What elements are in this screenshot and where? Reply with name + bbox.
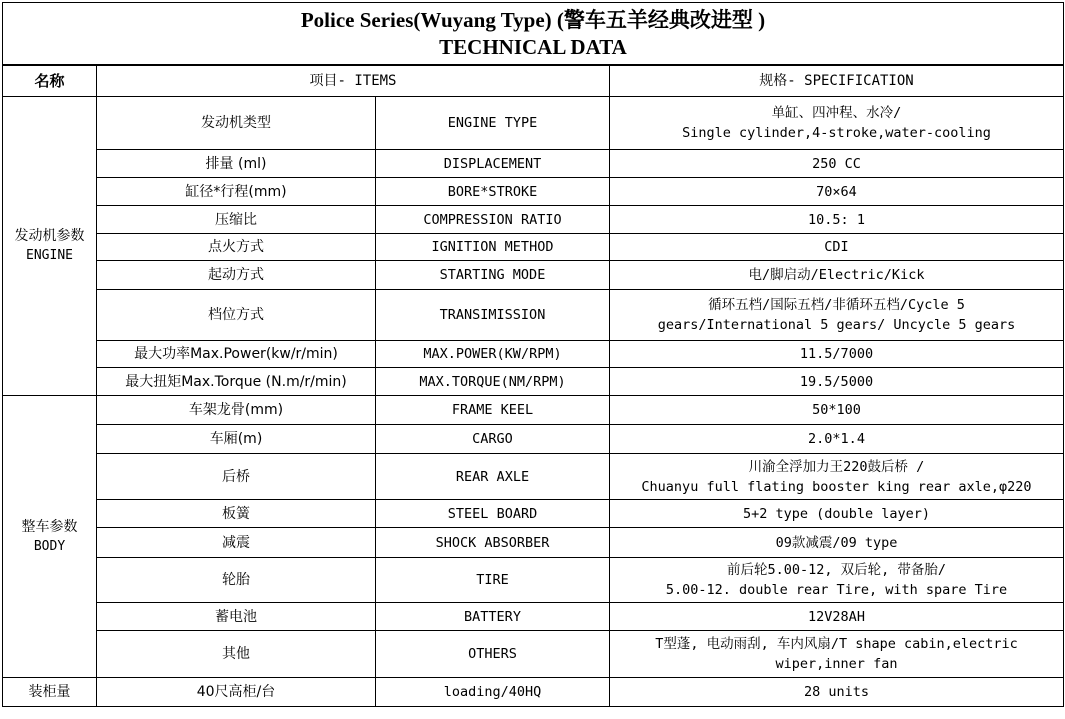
technical-data-sheet: [2, 2, 1063, 716]
item-cn: 后桥: [97, 454, 376, 500]
spec-value: 250 CC: [610, 150, 1064, 178]
table-row: [3, 425, 1064, 454]
item-en: CARGO: [376, 425, 610, 454]
item-en: COMPRESSION RATIO: [376, 206, 610, 234]
item-cn: 压缩比: [97, 206, 376, 234]
item-en: DISPLACEMENT: [376, 150, 610, 178]
item-cn: 最大功率Max.Power(kw/r/min): [97, 341, 376, 368]
table-row: [3, 558, 1064, 603]
table-row: [3, 454, 1064, 500]
table-row: [3, 234, 1064, 261]
spec-line-2: Chuanyu full flating booster king rear axle,φ220: [641, 478, 1032, 495]
item-en: BATTERY: [376, 603, 610, 631]
spec-value: [610, 558, 1064, 603]
title-row: [3, 3, 1064, 65]
header-row: [3, 65, 1064, 97]
item-en: ENGINE TYPE: [376, 97, 610, 150]
item-cn: 板簧: [97, 500, 376, 528]
group-body: [3, 396, 97, 678]
item-en: TRANSIMISSION: [376, 290, 610, 341]
title-line-1: Police Series(Wuyang Type) (警车五羊经典改进型 ): [300, 8, 766, 33]
spec-value: 09款减震/09 type: [610, 528, 1064, 558]
spec-line-2: 5.00-12. double rear Tire, with spare Tire: [665, 582, 1008, 598]
header-spec: 规格- SPECIFICATION: [610, 65, 1064, 97]
spec-line-1: 循环五档/国际五档/非循环五档/Cycle 5: [708, 297, 965, 313]
table-row: [3, 396, 1064, 425]
group-body-en: BODY: [33, 538, 66, 554]
spec-value: 2.0*1.4: [610, 425, 1064, 454]
table-row: [3, 528, 1064, 558]
table-row: [3, 341, 1064, 368]
item-en: BORE*STROKE: [376, 178, 610, 206]
item-cn: 车厢(m): [97, 425, 376, 454]
spec-line-1: 前后轮5.00-12, 双后轮, 带备胎/: [726, 562, 947, 578]
item-cn: 减震: [97, 528, 376, 558]
item-cn: 发动机类型: [97, 97, 376, 150]
item-en: IGNITION METHOD: [376, 234, 610, 261]
item-cn: 轮胎: [97, 558, 376, 603]
item-cn: 蓄电池: [97, 603, 376, 631]
table-row: [3, 631, 1064, 678]
spec-value: 5+2 type (double layer): [610, 500, 1064, 528]
spec-value: 19.5/5000: [610, 368, 1064, 396]
spec-value: 10.5: 1: [610, 206, 1064, 234]
table-row: [3, 97, 1064, 150]
spec-value: 12V28AH: [610, 603, 1064, 631]
item-cn: 车架龙骨(mm): [97, 396, 376, 425]
group-container: 装柜量: [3, 678, 97, 707]
table-row: [3, 678, 1064, 707]
spec-line-1: T型蓬, 电动雨刮, 车内风扇/T shape cabin,electric: [655, 636, 1018, 652]
spec-value: 11.5/7000: [610, 341, 1064, 368]
technical-data-table: [2, 2, 1064, 707]
spec-value: [610, 631, 1064, 678]
item-cn: 档位方式: [97, 290, 376, 341]
table-row: [3, 150, 1064, 178]
item-en: MAX.POWER(KW/RPM): [376, 341, 610, 368]
spec-value: 28 units: [610, 678, 1064, 707]
spec-value: [610, 454, 1064, 500]
spec-value: 70×64: [610, 178, 1064, 206]
table-row: [3, 290, 1064, 341]
header-name: 名称: [3, 65, 97, 97]
item-en: REAR AXLE: [376, 454, 610, 500]
item-en: STEEL BOARD: [376, 500, 610, 528]
spec-value: [610, 97, 1064, 150]
item-en: MAX.TORQUE(NM/RPM): [376, 368, 610, 396]
group-body-cn: 整车参数: [21, 518, 78, 535]
spec-value: CDI: [610, 234, 1064, 261]
spec-line-1: 单缸、四冲程、水冷/: [771, 105, 902, 121]
header-items: 项目- ITEMS: [97, 65, 610, 97]
item-en: SHOCK ABSORBER: [376, 528, 610, 558]
spec-line-2: Single cylinder,4-stroke,water-cooling: [682, 125, 991, 141]
item-cn: 起动方式: [97, 261, 376, 290]
item-en: STARTING MODE: [376, 261, 610, 290]
item-cn: 40尺高柜/台: [97, 678, 376, 707]
item-cn: 排量 (ml): [97, 150, 376, 178]
item-cn: 点火方式: [97, 234, 376, 261]
page-title: [3, 3, 1064, 65]
table-row: [3, 368, 1064, 396]
table-row: [3, 206, 1064, 234]
item-en: FRAME KEEL: [376, 396, 610, 425]
spec-value: 电/脚启动/Electric/Kick: [610, 261, 1064, 290]
table-row: [3, 261, 1064, 290]
item-cn: 最大扭矩Max.Torque (N.m/r/min): [97, 368, 376, 396]
item-cn: 其他: [97, 631, 376, 678]
group-engine-cn: 发动机参数: [14, 228, 85, 244]
title-line-2: TECHNICAL DATA: [439, 35, 627, 60]
item-en: OTHERS: [376, 631, 610, 678]
spec-value: [610, 290, 1064, 341]
table-row: [3, 500, 1064, 528]
table-row: [3, 178, 1064, 206]
spec-line-2: gears/International 5 gears/ Uncycle 5 gears: [657, 317, 1016, 333]
item-en: TIRE: [376, 558, 610, 603]
table-row: [3, 603, 1064, 631]
spec-line-1: 川渝全浮加力王220鼓后桥 /: [748, 458, 925, 475]
group-engine-en: ENGINE: [26, 248, 73, 263]
item-cn: 缸径*行程(mm): [97, 178, 376, 206]
spec-line-2: wiper,inner fan: [775, 656, 898, 672]
group-engine: [3, 97, 97, 396]
item-en: loading/40HQ: [376, 678, 610, 707]
spec-value: 50*100: [610, 396, 1064, 425]
